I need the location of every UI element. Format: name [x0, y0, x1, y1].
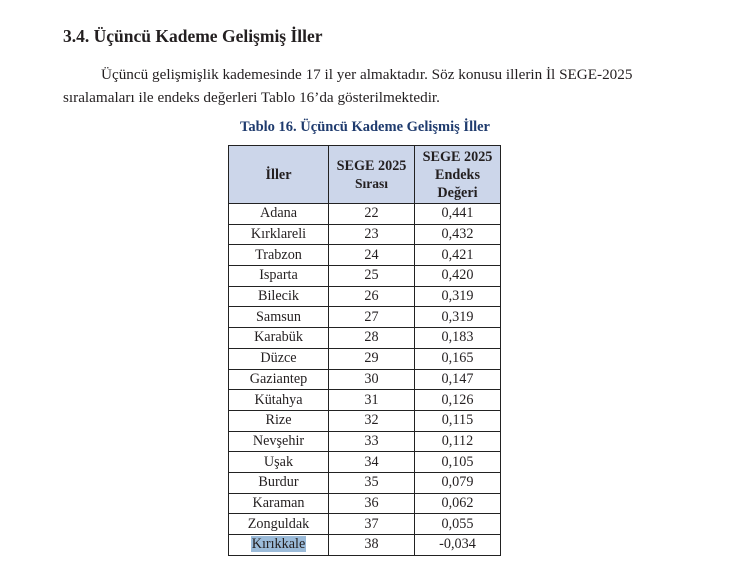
header-index	[415, 146, 501, 204]
cell-rank: 27	[329, 307, 415, 328]
cell-index: 0,126	[415, 390, 501, 411]
cell-province[interactable]: Karabük	[229, 328, 329, 349]
cell-rank: 33	[329, 431, 415, 452]
cell-province[interactable]: Kırklareli	[229, 224, 329, 245]
cell-province[interactable]: Düzce	[229, 348, 329, 369]
cell-index: 0,112	[415, 431, 501, 452]
cell-rank: 23	[329, 224, 415, 245]
cell-rank: 36	[329, 493, 415, 514]
cell-index: 0,432	[415, 224, 501, 245]
table-row	[229, 224, 501, 245]
cell-rank: 24	[329, 245, 415, 266]
cell-province[interactable]: Uşak	[229, 452, 329, 473]
table-caption: Tablo 16. Üçüncü Kademe Gelişmiş İller	[240, 119, 490, 135]
table-row	[229, 431, 501, 452]
cell-index: 0,420	[415, 266, 501, 287]
cell-index: 0,147	[415, 369, 501, 390]
table-row	[229, 307, 501, 328]
cell-rank: 31	[329, 390, 415, 411]
cell-rank: 22	[329, 204, 415, 225]
cell-index: 0,319	[415, 286, 501, 307]
table-row	[229, 328, 501, 349]
table-row	[229, 266, 501, 287]
cell-rank: 34	[329, 452, 415, 473]
header-index-line1: SEGE 2025	[422, 148, 493, 165]
cell-province[interactable]: Karaman	[229, 493, 329, 514]
table-row	[229, 245, 501, 266]
header-rank-line1: SEGE 2025	[336, 157, 407, 174]
cell-index: 0,165	[415, 348, 501, 369]
table-body	[229, 204, 501, 556]
header-province	[229, 146, 329, 204]
cell-province[interactable]: Nevşehir	[229, 431, 329, 452]
cell-province[interactable]: Kütahya	[229, 390, 329, 411]
table-row	[229, 410, 501, 431]
selected-text[interactable]: Kırıkkale	[251, 536, 306, 553]
cell-province[interactable]: Gaziantep	[229, 369, 329, 390]
cell-province[interactable]: Zonguldak	[229, 514, 329, 535]
table-row	[229, 390, 501, 411]
cell-rank: 25	[329, 266, 415, 287]
table-row	[229, 204, 501, 225]
cell-rank: 30	[329, 369, 415, 390]
table-row	[229, 348, 501, 369]
cell-province[interactable]: Samsun	[229, 307, 329, 328]
cell-rank: 32	[329, 410, 415, 431]
table-row	[229, 514, 501, 535]
cell-rank: 38	[329, 535, 415, 556]
header-index-line2: Endeks	[435, 166, 480, 183]
table-row	[229, 535, 501, 556]
table-row	[229, 472, 501, 493]
table-row	[229, 286, 501, 307]
cell-province[interactable]: Bilecik	[229, 286, 329, 307]
cell-rank: 37	[329, 514, 415, 535]
intro-paragraph: Üçüncü gelişmişlik kademesinde 17 il yer almaktadır. Söz konusu illerin İl SEGE-2025 sıralamaları ile endeks değerleri Tablo 16’da gösterilmektedir.	[63, 66, 633, 106]
cell-index: 0,183	[415, 328, 501, 349]
cell-index: -0,034	[415, 535, 501, 556]
province-table	[228, 145, 501, 556]
header-province-label: İller	[265, 166, 292, 183]
table-row	[229, 493, 501, 514]
cell-index: 0,421	[415, 245, 501, 266]
cell-index: 0,062	[415, 493, 501, 514]
cell-rank: 26	[329, 286, 415, 307]
table-header-row	[229, 146, 501, 204]
cell-index: 0,115	[415, 410, 501, 431]
cell-rank: 29	[329, 348, 415, 369]
cell-index: 0,055	[415, 514, 501, 535]
cell-index: 0,441	[415, 204, 501, 225]
cell-province[interactable]: Rize	[229, 410, 329, 431]
cell-province[interactable]: Isparta	[229, 266, 329, 287]
cell-index: 0,319	[415, 307, 501, 328]
cell-province[interactable]	[229, 535, 329, 556]
cell-province[interactable]: Trabzon	[229, 245, 329, 266]
cell-index: 0,105	[415, 452, 501, 473]
table-row	[229, 452, 501, 473]
header-index-line3: Değeri	[437, 184, 478, 201]
cell-rank: 35	[329, 472, 415, 493]
header-rank	[329, 146, 415, 204]
section-heading: 3.4. Üçüncü Kademe Gelişmiş İller	[63, 26, 323, 46]
header-rank-line2: Sırası	[354, 175, 388, 191]
cell-province[interactable]: Burdur	[229, 472, 329, 493]
cell-province[interactable]: Adana	[229, 204, 329, 225]
table-row	[229, 369, 501, 390]
cell-index: 0,079	[415, 472, 501, 493]
cell-rank: 28	[329, 328, 415, 349]
